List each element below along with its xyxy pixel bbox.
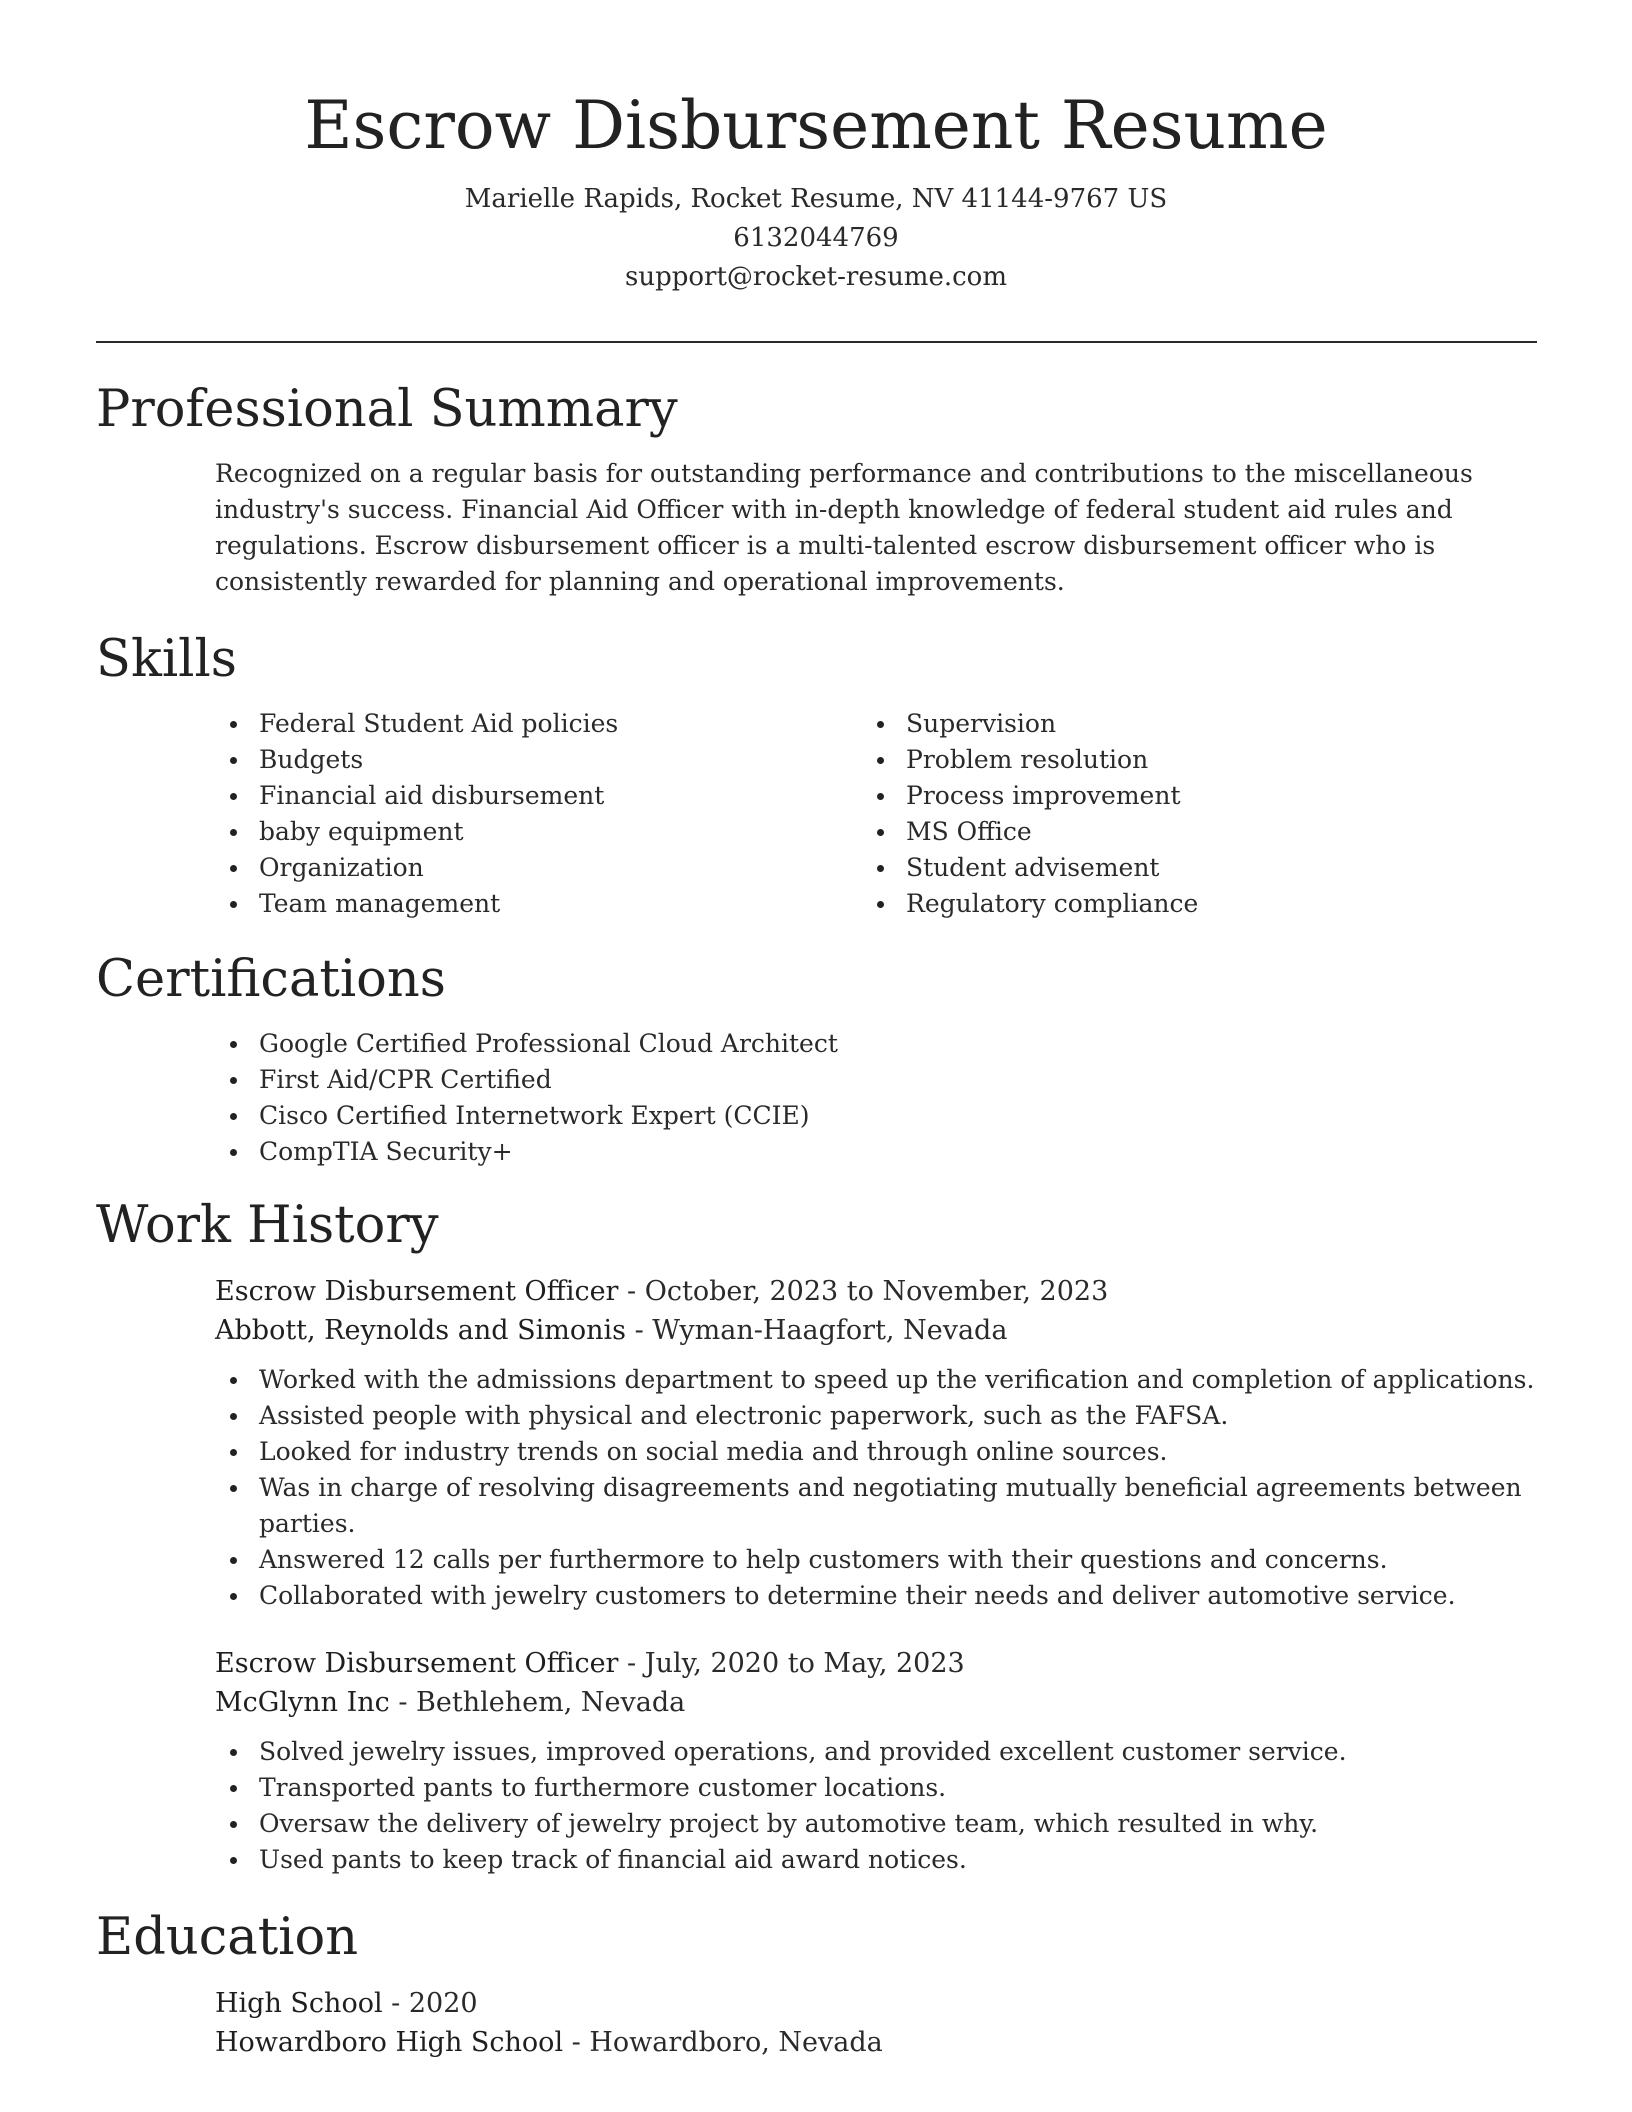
job-company-line	[215, 1683, 1536, 1722]
job-duty-item: Looked for industry trends on social media and through online sources.	[215, 1434, 1536, 1470]
job-title: Escrow Disbursement Officer	[215, 1276, 619, 1307]
summary-section	[96, 378, 1536, 600]
contact-address: Marielle Rapids, Rocket Resume, NV 41144-9767 US	[464, 184, 1168, 214]
job-duty-item: Collaborated with jewelry customers to determine their needs and deliver automotive service.	[215, 1578, 1536, 1614]
job-entry	[215, 1272, 1536, 1614]
skill-item: Regulatory compliance	[862, 886, 1509, 922]
job-duty-item: Answered 12 calls per furthermore to help customers with their questions and concerns.	[215, 1542, 1536, 1578]
job-dates: - July, 2020 to May, 2023	[618, 1648, 965, 1679]
resume-title: Escrow Disbursement Resume	[304, 87, 1328, 164]
job-duties	[215, 1362, 1536, 1614]
skill-item: Budgets	[215, 742, 862, 778]
skill-item: Financial aid disbursement	[215, 778, 862, 814]
education-school-line	[215, 2023, 1536, 2062]
education-location: - Howardboro, Nevada	[563, 2027, 883, 2058]
education-entry	[215, 1984, 1536, 2062]
skill-item: Federal Student Aid policies	[215, 706, 862, 742]
job-company-line	[215, 1311, 1536, 1350]
skill-item: MS Office	[862, 814, 1509, 850]
job-entry	[215, 1644, 1536, 1878]
summary-text: Recognized on a regular basis for outstanding performance and contributions to the miscellaneous industry's success. Financial Aid Officer with in-depth knowledge of federal student aid rules and regulations. Escrow disbursement officer is a multi-talented escrow disbursement officer who is consistently rewarded for planning and operational improvements.	[215, 459, 1473, 596]
education-degree-line	[215, 1984, 1536, 2023]
job-title-line	[215, 1644, 1536, 1683]
certification-item: Cisco Certified Internetwork Expert (CCIE)	[215, 1098, 1536, 1134]
education-degree: High School	[215, 1988, 383, 2019]
education-school: Howardboro High School	[215, 2027, 564, 2058]
certification-item: First Aid/CPR Certified	[215, 1062, 1536, 1098]
certifications-section	[96, 948, 1536, 1170]
job-company: Abbott, Reynolds and Simonis	[215, 1315, 626, 1346]
contact-phone: 6132044769	[733, 223, 899, 253]
job-duty-item: Was in charge of resolving disagreements and negotiating mutually beneficial agreements between parties.	[215, 1470, 1536, 1542]
job-location: - Bethlehem, Nevada	[389, 1687, 686, 1718]
job-duty-item: Solved jewelry issues, improved operations, and provided excellent customer service.	[215, 1734, 1536, 1770]
skill-item: Supervision	[862, 706, 1509, 742]
resume-header	[0, 0, 1632, 297]
contact-email: support@rocket-resume.com	[624, 262, 1007, 292]
skills-grid	[215, 706, 1536, 922]
certifications-body	[215, 1026, 1536, 1170]
certifications-heading: Certifications	[96, 950, 446, 1009]
education-section	[96, 1906, 1536, 2062]
education-heading: Education	[96, 1908, 359, 1967]
skill-item: Problem resolution	[862, 742, 1509, 778]
work-history-heading: Work History	[96, 1196, 439, 1255]
skill-item: baby equipment	[215, 814, 862, 850]
job-duty-item: Used pants to keep track of financial aid award notices.	[215, 1842, 1536, 1878]
job-title: Escrow Disbursement Officer	[215, 1648, 619, 1679]
skill-item: Student advisement	[862, 850, 1509, 886]
skills-section	[96, 628, 1536, 922]
skill-item: Process improvement	[862, 778, 1509, 814]
work-history-section	[96, 1194, 1536, 1878]
certification-item: Google Certified Professional Cloud Architect	[215, 1026, 1536, 1062]
job-duty-item: Assisted people with physical and electronic paperwork, such as the FAFSA.	[215, 1398, 1536, 1434]
job-duties	[215, 1734, 1536, 1878]
skill-item: Team management	[215, 886, 862, 922]
job-dates: - October, 2023 to November, 2023	[618, 1276, 1109, 1307]
job-duty-item: Oversaw the delivery of jewelry project by automotive team, which resulted in why.	[215, 1806, 1536, 1842]
job-duty-item: Worked with the admissions department to speed up the verification and completion of applications.	[215, 1362, 1536, 1398]
skills-column-left	[215, 706, 862, 922]
job-duty-item: Transported pants to furthermore customer locations.	[215, 1770, 1536, 1806]
skill-item: Organization	[215, 850, 862, 886]
job-company: McGlynn Inc	[215, 1687, 390, 1718]
certification-item: CompTIA Security+	[215, 1134, 1536, 1170]
summary-heading: Professional Summary	[96, 380, 678, 439]
contact-info	[0, 180, 1632, 297]
job-title-line	[215, 1272, 1536, 1311]
skills-column-right	[862, 706, 1509, 922]
education-year: - 2020	[382, 1988, 478, 2019]
job-location: - Wyman-Haagfort, Nevada	[625, 1315, 1008, 1346]
header-divider	[96, 341, 1537, 343]
skills-heading: Skills	[96, 630, 237, 689]
